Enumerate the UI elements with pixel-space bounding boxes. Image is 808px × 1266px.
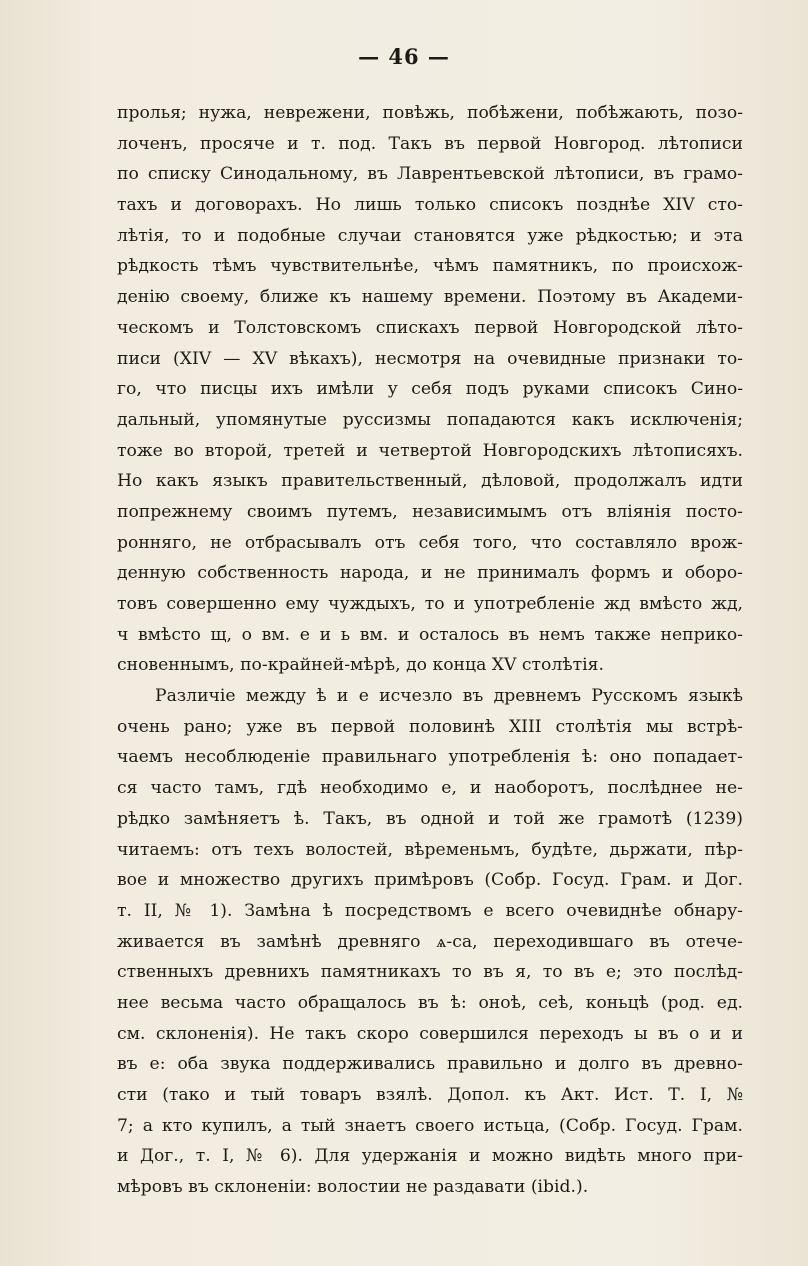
text-line: вое и множество другихъ примѣровъ (Собр. Госуд. Грам. и Дог. bbox=[117, 870, 743, 891]
text-line: мѣровъ въ склоненіи: волостии не раздавати (ibid.). bbox=[117, 1177, 589, 1198]
text-line: тахъ и договорахъ. Но лишь только списокъ позднѣе XIV сто- bbox=[117, 195, 743, 216]
text-line: пролья; нужа, неврежени, повѣжь, побѣжени, побѣжають, позо- bbox=[117, 103, 743, 123]
text-line: тоже во второй, третей и четвертой Новгородскихъ лѣтописяхъ. bbox=[117, 440, 743, 461]
text-line: очень рано; уже въ первой половинѣ XIII столѣтія мы встрѣ- bbox=[117, 716, 743, 737]
text-line: т. II, № 1). Замѣна ѣ посредствомъ е всего очевиднѣе обнару- bbox=[117, 900, 743, 921]
text-line: попрежнему своимъ путемъ, независимымъ отъ вліянія посто- bbox=[117, 501, 743, 522]
text-line: денную собственность народа, и не принималъ формъ и оборо- bbox=[117, 563, 743, 584]
text-line: ч вмѣсто щ, о вм. е и ь вм. и осталось въ немъ также неприко- bbox=[117, 624, 743, 645]
text-line: см. склоненія). Не такъ скоро совершился переходъ ы въ о и и bbox=[117, 1023, 743, 1044]
text-line: товъ совершенно ему чуждыхъ, то и употребленіе жд вмѣсто жд, bbox=[117, 594, 743, 614]
text-line: рѣдкость тѣмъ чувствительнѣе, чѣмъ памятникъ, по происхож- bbox=[117, 256, 743, 277]
text-line: ронняго, не отбрасывалъ отъ себя того, что составляло врож- bbox=[117, 532, 743, 553]
text-line: по списку Синодальному, въ Лаврентьевской лѣтописи, въ грамо- bbox=[117, 164, 743, 185]
text-line: го, что писцы ихъ имѣли у себя подъ руками списокъ Сино- bbox=[117, 379, 743, 400]
text-line: ческомъ и Толстовскомъ спискахъ первой Новгородской лѣто- bbox=[117, 317, 743, 338]
text-line: и Дог., т. I, № 6). Для удержанія и можно видѣть много при- bbox=[117, 1146, 743, 1167]
text-line: ся часто тамъ, гдѣ необходимо е, и наоборотъ, послѣднее не- bbox=[117, 778, 743, 799]
text-line: Различіе между ѣ и е исчезло въ древнемъ Русскомъ языкѣ bbox=[155, 686, 743, 707]
text-line: чаемъ несоблюденіе правильнаго употребленія ѣ: оно попадает- bbox=[117, 747, 743, 768]
text-line: въ е: оба звука поддерживались правильно и долго въ древно- bbox=[117, 1054, 743, 1075]
text-line: сновеннымъ, по-крайней-мѣрѣ, до конца XV столѣтія. bbox=[117, 655, 604, 676]
body-text bbox=[117, 98, 743, 1203]
text-line: нее весьма часто обращалось въ ѣ: оноѣ, сеѣ, коньцѣ (род. ед. bbox=[117, 992, 743, 1013]
text-line: сти (тако и тый товаръ взялѣ. Допол. къ Акт. Ист. Т. I, № bbox=[117, 1085, 743, 1105]
page-number: — 46 — bbox=[358, 44, 450, 69]
text-line: лѣтія, то и подобные случаи становятся уже рѣдкостью; и эта bbox=[117, 225, 743, 246]
text-line: читаемъ: отъ техъ волостей, вѣременьмъ, будѣте, дьржати, пѣр- bbox=[117, 839, 743, 860]
text-line: лоченъ, просяче и т. под. Такъ въ первой Новгород. лѣтописи bbox=[117, 133, 743, 154]
text-line: рѣдко замѣняетъ ѣ. Такъ, въ одной и той же грамотѣ (1239) bbox=[117, 808, 743, 829]
text-line: живается въ замѣнѣ древняго ѧ-са, переходившаго въ отече- bbox=[117, 931, 743, 952]
text-line: писи (XIV — XV вѣкахъ), несмотря на очевидные признаки то- bbox=[117, 348, 743, 369]
text-line: 7; а кто купилъ, а тый знаетъ своего истьца, (Собр. Госуд. Грам. bbox=[117, 1115, 743, 1136]
text-line: Но какъ языкъ правительственный, дѣловой, продолжалъ идти bbox=[117, 471, 743, 492]
text-line: денію своему, ближе къ нашему времени. Поэтому въ Академи- bbox=[117, 287, 743, 308]
text-line: дальный, упомянутые руссизмы попадаются какъ исключенія; bbox=[117, 409, 743, 430]
text-line: ственныхъ древнихъ памятникахъ то въ я, то въ е; это послѣд- bbox=[117, 962, 743, 983]
